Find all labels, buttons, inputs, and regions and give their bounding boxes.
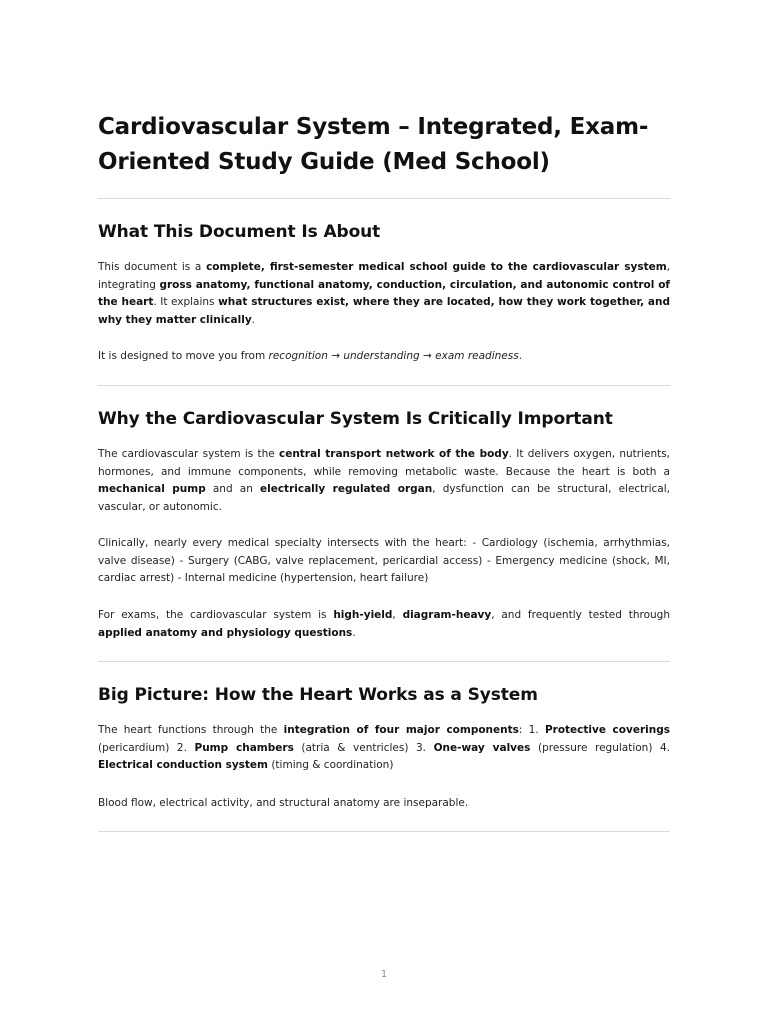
bold-text: what structures exist, where they are located, how they work together, and why they matter clinically bbox=[98, 296, 670, 326]
text-run: : 1. bbox=[518, 724, 545, 736]
document-title: Cardiovascular System – Integrated, Exam-Oriented Study Guide (Med School) bbox=[98, 114, 649, 175]
text-run: The heart functions through the bbox=[98, 724, 284, 736]
bold-text: mechanical pump bbox=[98, 483, 206, 496]
text-run: , integrating bbox=[98, 261, 671, 291]
text-run: (atria & ventricles) 3. bbox=[293, 741, 434, 754]
bold-text: One-way valves bbox=[433, 741, 531, 754]
section-divider bbox=[98, 831, 670, 832]
bold-text: diagram-heavy bbox=[402, 609, 492, 621]
text-run: , and frequently tested through bbox=[491, 609, 670, 621]
paragraph bbox=[98, 722, 670, 775]
bold-text: Electrical conduction system bbox=[98, 759, 268, 772]
text-run: . It explains bbox=[153, 296, 219, 309]
bold-text: integration of four major components bbox=[283, 724, 519, 736]
bold-text: high-yield bbox=[333, 609, 393, 621]
text-run: . It delivers oxygen, nutrients, hormones, and immune components, while removing metabolic waste. Because the heart is both a bbox=[98, 448, 671, 478]
paragraph bbox=[98, 446, 670, 516]
paragraph bbox=[98, 259, 670, 329]
bold-text: electrically regulated organ bbox=[259, 483, 433, 496]
section-heading-about: What This Document Is About bbox=[98, 222, 381, 242]
section-divider bbox=[98, 198, 670, 199]
bold-text: central transport network of the body bbox=[278, 448, 509, 460]
text-run: (pericardium) 2. bbox=[98, 741, 195, 754]
text-run: Blood flow, electrical activity, and structural anatomy are inseparable. bbox=[98, 797, 469, 809]
bold-text: gross anatomy, functional anatomy, conduction, circulation, and autonomic control of the heart bbox=[98, 278, 670, 309]
italic-text: recognition bbox=[268, 350, 328, 362]
section-divider bbox=[98, 385, 670, 386]
paragraph bbox=[98, 535, 670, 588]
text-run: → bbox=[327, 350, 344, 362]
bold-text: Protective coverings bbox=[544, 724, 670, 736]
text-run: , dysfunction can be structural, electrical, vascular, or autonomic. bbox=[98, 483, 670, 513]
italic-text: exam readiness bbox=[435, 350, 519, 362]
bold-text: Pump chambers bbox=[194, 741, 294, 754]
text-run: and an bbox=[205, 483, 260, 496]
text-run: It is designed to move you from bbox=[98, 350, 269, 362]
text-run: , bbox=[392, 609, 403, 621]
section-heading-importance: Why the Cardiovascular System Is Critically Important bbox=[98, 409, 613, 429]
page-number: 1 bbox=[380, 969, 388, 980]
text-run: → bbox=[419, 350, 436, 362]
text-run: . bbox=[518, 350, 523, 362]
paragraph bbox=[98, 607, 670, 642]
text-run: The cardiovascular system is the bbox=[98, 448, 279, 460]
bold-text: complete, first-semester medical school guide to the cardiovascular system bbox=[206, 261, 667, 273]
text-run: For exams, the cardiovascular system is bbox=[98, 609, 334, 621]
italic-text: understanding bbox=[343, 350, 420, 362]
paragraph bbox=[98, 348, 670, 366]
text-run: (timing & coordination) bbox=[268, 759, 394, 772]
section-divider bbox=[98, 661, 670, 662]
text-run: . bbox=[352, 626, 356, 639]
text-run: This document is a bbox=[98, 261, 207, 273]
text-run: . bbox=[251, 313, 256, 326]
text-run: (pressure regulation) 4. bbox=[530, 741, 670, 754]
bold-text: applied anatomy and physiology questions bbox=[98, 626, 353, 639]
paragraph bbox=[98, 795, 670, 813]
section-heading-big-picture: Big Picture: How the Heart Works as a System bbox=[98, 685, 538, 705]
text-run: Clinically, nearly every medical specialty intersects with the heart: - Cardiology (ischemia, arrhythmias, valve disease) - Surgery (CABG, valve replacement, pericardial access) - Emergency medicine (shock, MI, cardiac arrest) - Internal medicine (hypertension, heart failure) bbox=[98, 537, 670, 585]
